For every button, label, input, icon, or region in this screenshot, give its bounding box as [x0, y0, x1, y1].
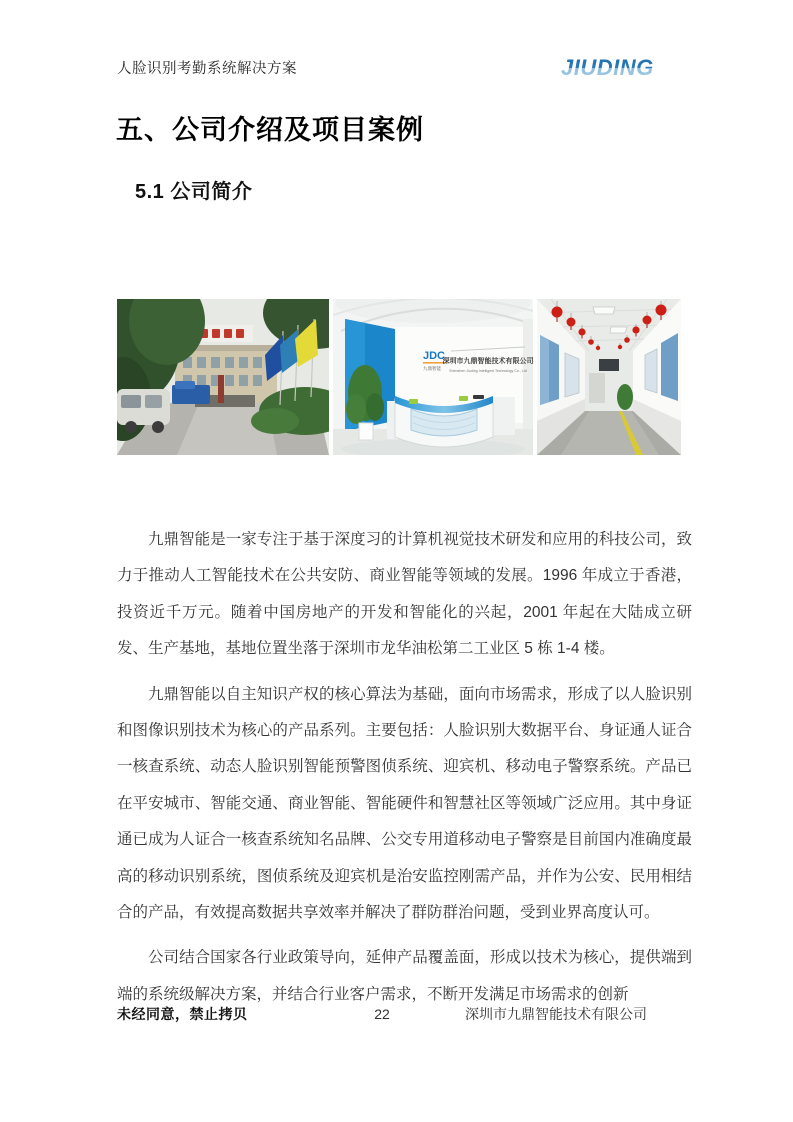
paragraph-strategy: 公司结合国家各行业政策导向，延伸产品覆盖面，形成以技术为核心，提供端到端的系统级解决方案，并结合行业客户需求，不断开发满足市场需求的创新	[117, 949, 692, 1003]
section-heading: 五、公司介绍及项目案例	[116, 115, 424, 145]
office-corridor-photo	[537, 299, 681, 455]
page-footer	[117, 1004, 681, 1024]
jiuding-logo	[559, 52, 681, 82]
paragraph-company-intro: 九鼎智能是一家专注于基于深度习的计算机视觉技术研发和应用的科技公司，致力于推动人工智能技术在公共安防、商业智能等领域的发展。1996 年成立于香港，投资近千万元。随着中国房地产的开发和智能化的兴起，2001 年起在大陆成立研发、生产基地，基地位置坐落于深圳市龙华油松第二工业区 5 栋 1-4 楼。	[117, 531, 692, 658]
jdc-logo-caption: 九鼎智能	[423, 366, 441, 371]
paragraph-products: 九鼎智能以自主知识产权的核心算法为基础，面向市场需求，形成了以人脸识别和图像识别技术为核心的产品系列。主要包括：人脸识别大数据平台、身证通人证合一核查系统、动态人脸识别智能预警图侦系统、迎宾机、移动电子警察系统。产品已在平安城市、智能交通、商业智能、智能硬件和智慧社区等领域广泛应用。其中身证通已成为人证合一核查系统知名品牌、公交专用道移动电子警察是目前国内准确度最高的移动识别系统，图侦系统及迎宾机是治安监控刚需产品，并作为公安、民用相结合的产品，有效提高数据共享效率并解决了群防群治问题，受到业界高度认可。	[117, 685, 692, 922]
page-number: 22	[374, 1006, 390, 1022]
copy-prohibition-notice: 未经同意，禁止拷贝	[117, 1006, 248, 1022]
office-reception-photo	[333, 299, 533, 455]
document-title: 人脸识别考勤系统解决方案	[117, 60, 297, 77]
photo-strip	[117, 299, 681, 455]
jiuding-logo-text: JIUDING	[561, 55, 654, 80]
building-photo-illustration	[117, 299, 329, 455]
company-building-exterior-photo	[117, 299, 329, 455]
body-text	[117, 522, 692, 1022]
reception-photo-illustration	[333, 299, 533, 455]
reception-company-name-cn: 深圳市九鼎智能技术有限公司	[442, 358, 533, 365]
reception-company-name-en: Shenzhen Jiuding Intelligent Technology Co., Ltd	[449, 369, 527, 373]
subsection-heading: 5.1 公司简介	[135, 181, 253, 203]
jdc-logo-text: JDC	[423, 350, 446, 362]
page-header	[117, 50, 681, 84]
corridor-photo-illustration	[537, 299, 681, 455]
footer-company-name: 深圳市九鼎智能技术有限公司	[465, 1006, 647, 1022]
